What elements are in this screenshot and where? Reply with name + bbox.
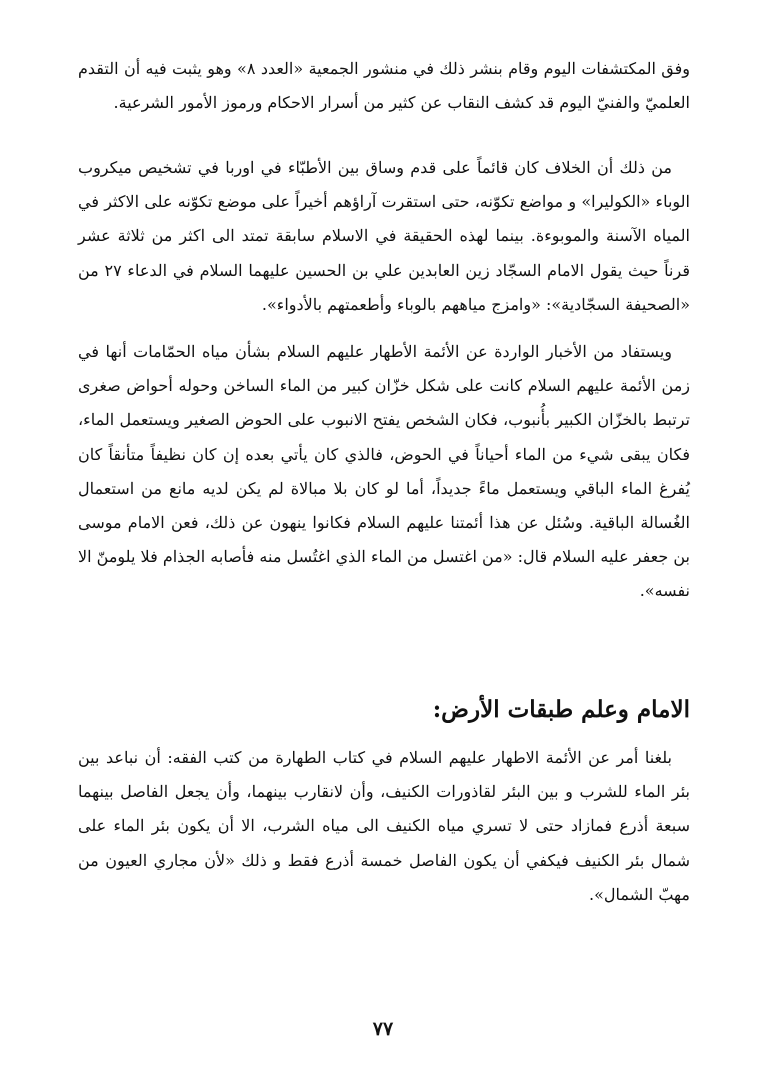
section-heading: الامام وعلم طبقات الأرض:	[432, 696, 690, 723]
paragraph-3: ويستفاد من الأخبار الواردة عن الأئمة الأطهار عليهم السلام بشأن مياه الحمّامات أنها في زمن الأئمة عليهم السلام كانت على شكل خزّان كبير من الماء الساخن وحوله أحواض صغرى ترتبط بالخزّان الكبير بأُنبوب، فكان الشخص يفتح الانبوب على الحوض الصغير ويستعمل الماء، فكان يبقى شيء من الماء أحياناً في الحوض، فالذي كان يأتي بعده إن كان نظيفاً متأنقاً كان يُفرغ الماء الباقي ويستعمل ماءً جديداً، أما لو كان بلا مبالاة لم يكن لديه مانع من استعمال الغُسالة الباقية. وسُئل عن هذا أئمتنا عليهم السلام فكانوا ينهون عن ذلك، فعن الامام موسى بن جعفر عليه السلام قال: «من اغتسل من الماء الذي اغتُسل منه فأصابه الجذام فلا يلومنّ الا نفسه».	[78, 342, 690, 601]
page-number: ٧٧	[372, 1018, 394, 1040]
paragraph-4: بلغنا أمر عن الأئمة الاطهار عليهم السلام في كتاب الطهارة من كتب الفقه: أن نباعد بين بئر الماء للشرب و بين البئر لقاذورات الكنيف، وأن لانقارب بينهما، وأن يجعل الفاصل بينهما سبعة أذرع فمازاد حتى لا تسري مياه الكنيف الى مياه الشرب، الا أن يكون بئر الماء على شمال بئر الكنيف فيكفي أن يكون الفاصل خمسة أذرع فقط و ذلك «لأن مجاري العيون من مهبّ الشمال».	[78, 748, 690, 904]
paragraph-1: وفق المكتشفات اليوم وقام بنشر ذلك في منشور الجمعية «العدد ٨» وهو يثبت فيه أن التقدم العلميّ والفنيّ اليوم قد كشف النقاب عن كثير من أسرار الاحكام ورموز الأمور الشرعية.	[78, 59, 691, 113]
paragraph-2: من ذلك أن الخلاف كان قائماً على قدم وساق بين الأطبّاء في اوربا في تشخيص ميكروب الوباء «الكوليرا» و مواضع تكوّنه، حتى استقرت آراؤهم أخيراً على موضع تكوّنه على الاكثر في المياه الآسنة والموبوءة. بينما لهذه الحقيقة في الاسلام سابقة تمتد الى اكثر من ثلاثة عشر قرناً حيث يقول الامام السجّاد زين العابدين علي بن الحسين عليهما السلام في الدعاء ٢٧ من «الصحيفة السجّادية»: «وامزج مياههم بالوباء وأطعمتهم بالأدواء».	[78, 158, 690, 314]
